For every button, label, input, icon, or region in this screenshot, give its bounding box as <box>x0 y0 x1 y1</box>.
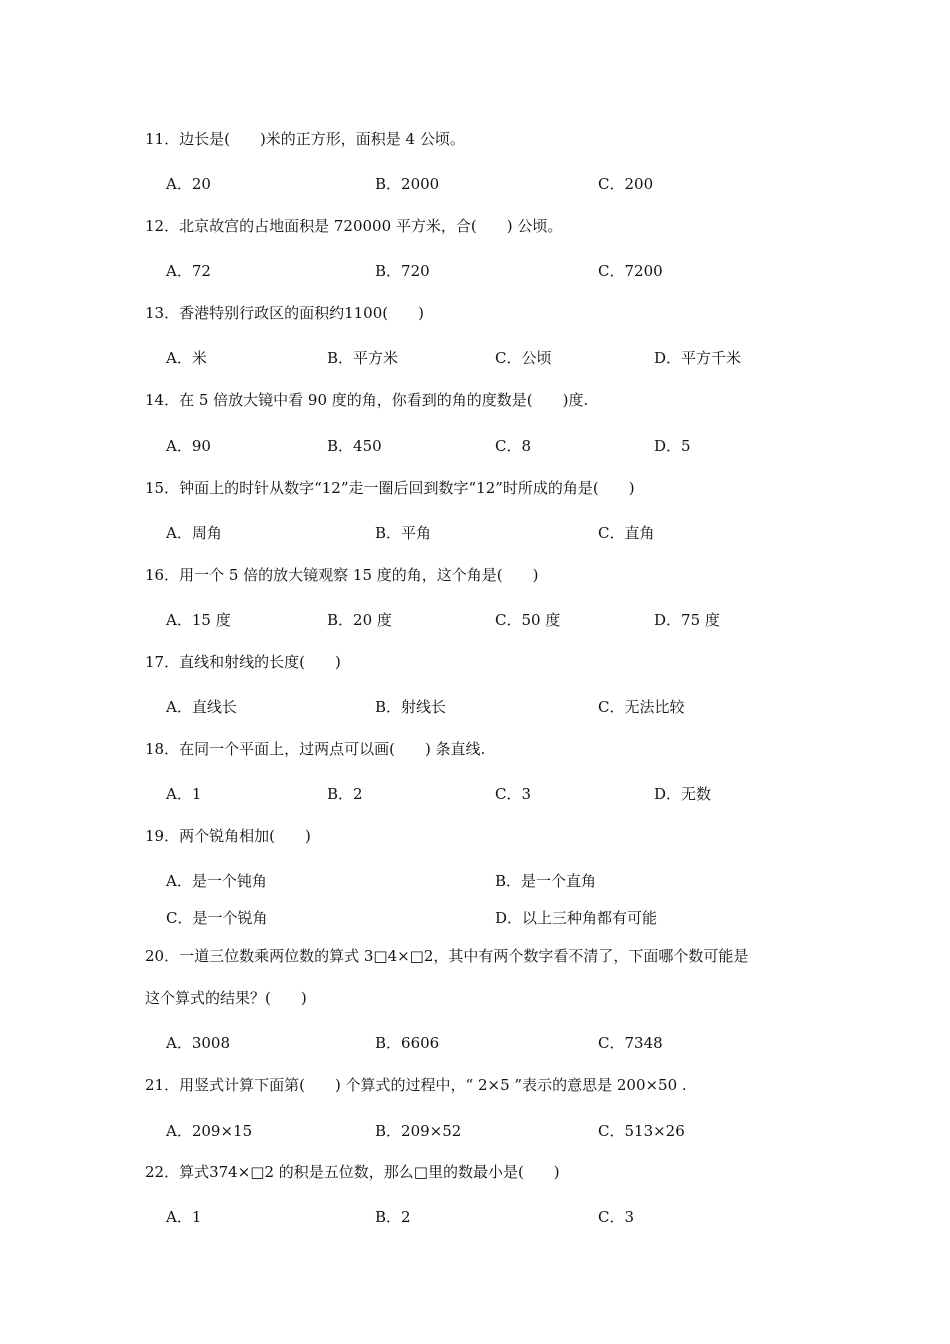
option-11-b[interactable]: B．2000 <box>375 175 440 193</box>
option-19-a[interactable]: A．是一个钝角 <box>166 872 267 890</box>
option-16-c[interactable]: C．50 度 <box>495 611 561 629</box>
question-17: 17．直线和射线的长度( ) <box>145 653 341 671</box>
option-22-b[interactable]: B．2 <box>375 1208 411 1226</box>
option-11-a[interactable]: A．20 <box>166 175 211 193</box>
option-13-c[interactable]: C．公顷 <box>495 349 552 367</box>
option-14-b[interactable]: B．450 <box>327 437 382 455</box>
option-12-b[interactable]: B．720 <box>375 262 430 280</box>
option-20-a[interactable]: A．3008 <box>166 1034 231 1052</box>
option-20-c[interactable]: C．7348 <box>598 1034 663 1052</box>
option-14-c[interactable]: C．8 <box>495 437 532 455</box>
option-18-b[interactable]: B．2 <box>327 785 363 803</box>
option-15-c[interactable]: C．直角 <box>598 524 655 542</box>
question-12: 12．北京故宫的占地面积是 720000 平方米，合( ) 公顷。 <box>145 217 563 235</box>
option-21-c[interactable]: C．513×26 <box>598 1122 685 1140</box>
option-16-a[interactable]: A．15 度 <box>166 611 231 629</box>
option-21-a[interactable]: A．209×15 <box>166 1122 253 1140</box>
option-21-b[interactable]: B．209×52 <box>375 1122 462 1140</box>
option-18-d[interactable]: D．无数 <box>654 785 712 803</box>
option-18-a[interactable]: A．1 <box>166 785 202 803</box>
option-13-d[interactable]: D．平方千米 <box>654 349 742 367</box>
question-19: 19．两个锐角相加( ) <box>145 827 311 845</box>
option-13-b[interactable]: B．平方米 <box>327 349 399 367</box>
question-18: 18．在同一个平面上，过两点可以画( ) 条直线. <box>145 740 486 758</box>
question-13: 13．香港特别行政区的面积约1100( ) <box>145 304 424 322</box>
option-12-a[interactable]: A．72 <box>166 262 211 280</box>
question-20-continued: 这个算式的结果？( ) <box>145 989 307 1007</box>
option-14-d[interactable]: D．5 <box>654 437 691 455</box>
option-16-d[interactable]: D．75 度 <box>654 611 720 629</box>
option-14-a[interactable]: A．90 <box>166 437 211 455</box>
option-22-c[interactable]: C．3 <box>598 1208 635 1226</box>
option-17-c[interactable]: C．无法比较 <box>598 698 685 716</box>
option-19-d[interactable]: D．以上三种角都有可能 <box>495 909 658 927</box>
question-16: 16．用一个 5 倍的放大镜观察 15 度的角，这个角是( ) <box>145 566 539 584</box>
option-17-a[interactable]: A．直线长 <box>166 698 237 716</box>
question-15: 15．钟面上的时针从数字“12”走一圈后回到数字“12”时所成的角是( ) <box>145 479 635 497</box>
option-18-c[interactable]: C．3 <box>495 785 532 803</box>
question-22: 22．算式374×□2 的积是五位数，那么□里的数最小是( ) <box>145 1163 560 1181</box>
option-11-c[interactable]: C．200 <box>598 175 654 193</box>
option-16-b[interactable]: B．20 度 <box>327 611 392 629</box>
question-11: 11．边长是( )米的正方形，面积是 4 公顷。 <box>145 130 465 148</box>
question-20: 20．一道三位数乘两位数的算式 3□4×□2，其中有两个数字看不清了，下面哪个数可能是 <box>145 947 749 965</box>
option-19-c[interactable]: C．是一个锐角 <box>166 909 268 927</box>
option-17-b[interactable]: B．射线长 <box>375 698 447 716</box>
option-13-a[interactable]: A．米 <box>166 349 207 367</box>
option-15-b[interactable]: B．平角 <box>375 524 432 542</box>
option-20-b[interactable]: B．6606 <box>375 1034 440 1052</box>
option-19-b[interactable]: B．是一个直角 <box>495 872 597 890</box>
question-21: 21．用竖式计算下面第( ) 个算式的过程中，“ 2×5 ”表示的意思是 200×50 . <box>145 1076 687 1094</box>
question-14: 14．在 5 倍放大镜中看 90 度的角，你看到的角的度数是( )度. <box>145 391 589 409</box>
option-22-a[interactable]: A．1 <box>166 1208 202 1226</box>
option-15-a[interactable]: A．周角 <box>166 524 222 542</box>
option-12-c[interactable]: C．7200 <box>598 262 663 280</box>
